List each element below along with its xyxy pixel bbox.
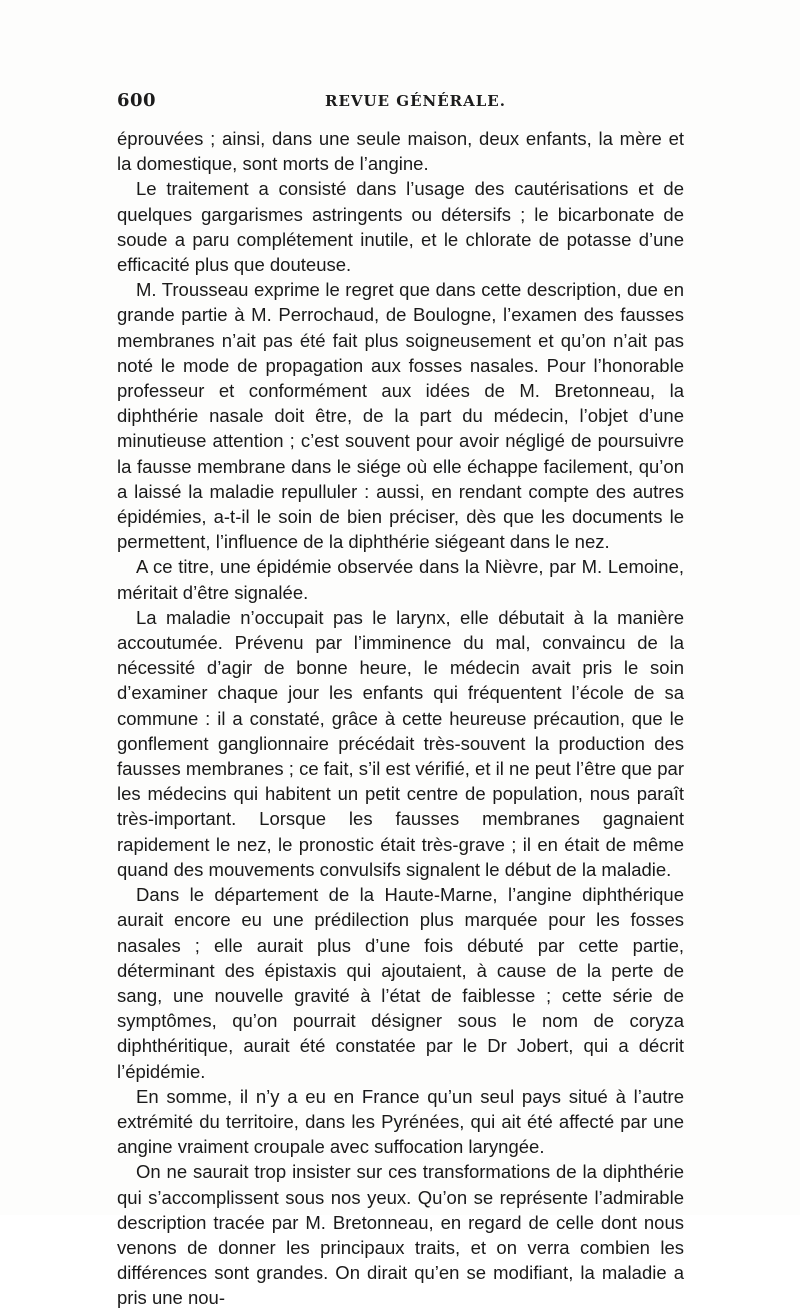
body-text [117,126,684,1311]
paragraph-haute-marne: Dans le département de la Haute-Marne, l’angine diphthérique aurait encore eu une prédilection plus marquée pour les fosses nasales ; elle aurait plus d’une fois débuté par cette partie, déterminant des épistaxis qui ajoutaient, à cause de la perte de sang, une nouvelle gravité à l’état de faiblesse ; cette série de symptômes, qu’on pourrait désigner sous le nom de coryza diphthéritique, aurait été constatée par le Dr Jobert, qui a décrit l’épidémie. [117,884,684,1082]
paragraph-treatment: Le traitement a consisté dans l’usage des cautérisations et de quelques gargarismes astringents ou détersifs ; le bicarbonate de soude a paru complétement inutile, et le chlorate de potasse d’une efficacité plus que douteuse. [117,178,684,276]
paragraph-nievre: A ce titre, une épidémie observée dans la Nièvre, par M. Lemoine, méritait d’être signalée. [117,556,684,603]
paragraph-trousseau: M. Trousseau exprime le regret que dans cette description, due en grande partie à M. Perrochaud, de Boulogne, l’examen des fausses membranes n’ait pas été fait plus soigneusement et qu’on n’ait pas noté le mode de propagation aux fosses nasales. Pour l’honorable professeur et conformément aux idées de M. Bretonneau, la diphthérie nasale doit être, de la part du médecin, l’objet d’une minutieuse attention ; c’est souvent pour avoir négligé de poursuivre la fausse membrane dans le siége où elle échappe facilement, qu’on a laissé la maladie repulluler : aussi, en rendant compte des autres épidémies, a-t-il le soin de bien préciser, dès que les documents le permettent, l’influence de la diphthérie siégeant dans le nez. [117,279,684,553]
paragraph-transformations: On ne saurait trop insister sur ces transformations de la diphthérie qui s’accomplissent sous nos yeux. Qu’on se représente l’admirable description tracée par M. Bretonneau, en regard de celle dont nous venons de donner les principaux traits, et on verra combien les différences sont grandes. On dirait qu’en se modifiant, la maladie a pris une nou- [117,1161,684,1309]
page-number: 600 [117,90,157,111]
running-head-title: REVUE GÉNÉRALE. [325,92,506,110]
running-head [117,90,684,116]
paragraph-continuation: éprouvées ; ainsi, dans une seule maison, deux enfants, la mère et la domestique, sont morts de l’angine. [117,128,684,175]
paragraph-pyrenees: En somme, il n’y a eu en France qu’un seul pays situé à l’autre extrémité du territoire, dans les Pyrénées, qui ait été affecté par une angine vraiment croupale avec suffocation laryngée. [117,1085,684,1158]
paragraph-larynx: La maladie n’occupait pas le larynx, elle débutait à la manière accoutumée. Prévenu par l’imminence du mal, convaincu de la nécessité d’agir de bonne heure, le médecin avait pris le soin d’examiner chaque jour les enfants qui fréquentent l’école de sa commune : il a constaté, grâce à cette heureuse précaution, que le gonflement ganglionnaire précédait très-souvent la production des fausses membranes ; ce fait, s’il est vérifié, et il ne peut l’être que par les médecins qui habitent un petit centre de population, nous paraît très-important. Lorsque les fausses membranes gagnaient rapidement le nez, le pronostic était très-grave ; il en était de même quand des mouvements convulsifs signalent le début de la maladie. [117,606,684,880]
